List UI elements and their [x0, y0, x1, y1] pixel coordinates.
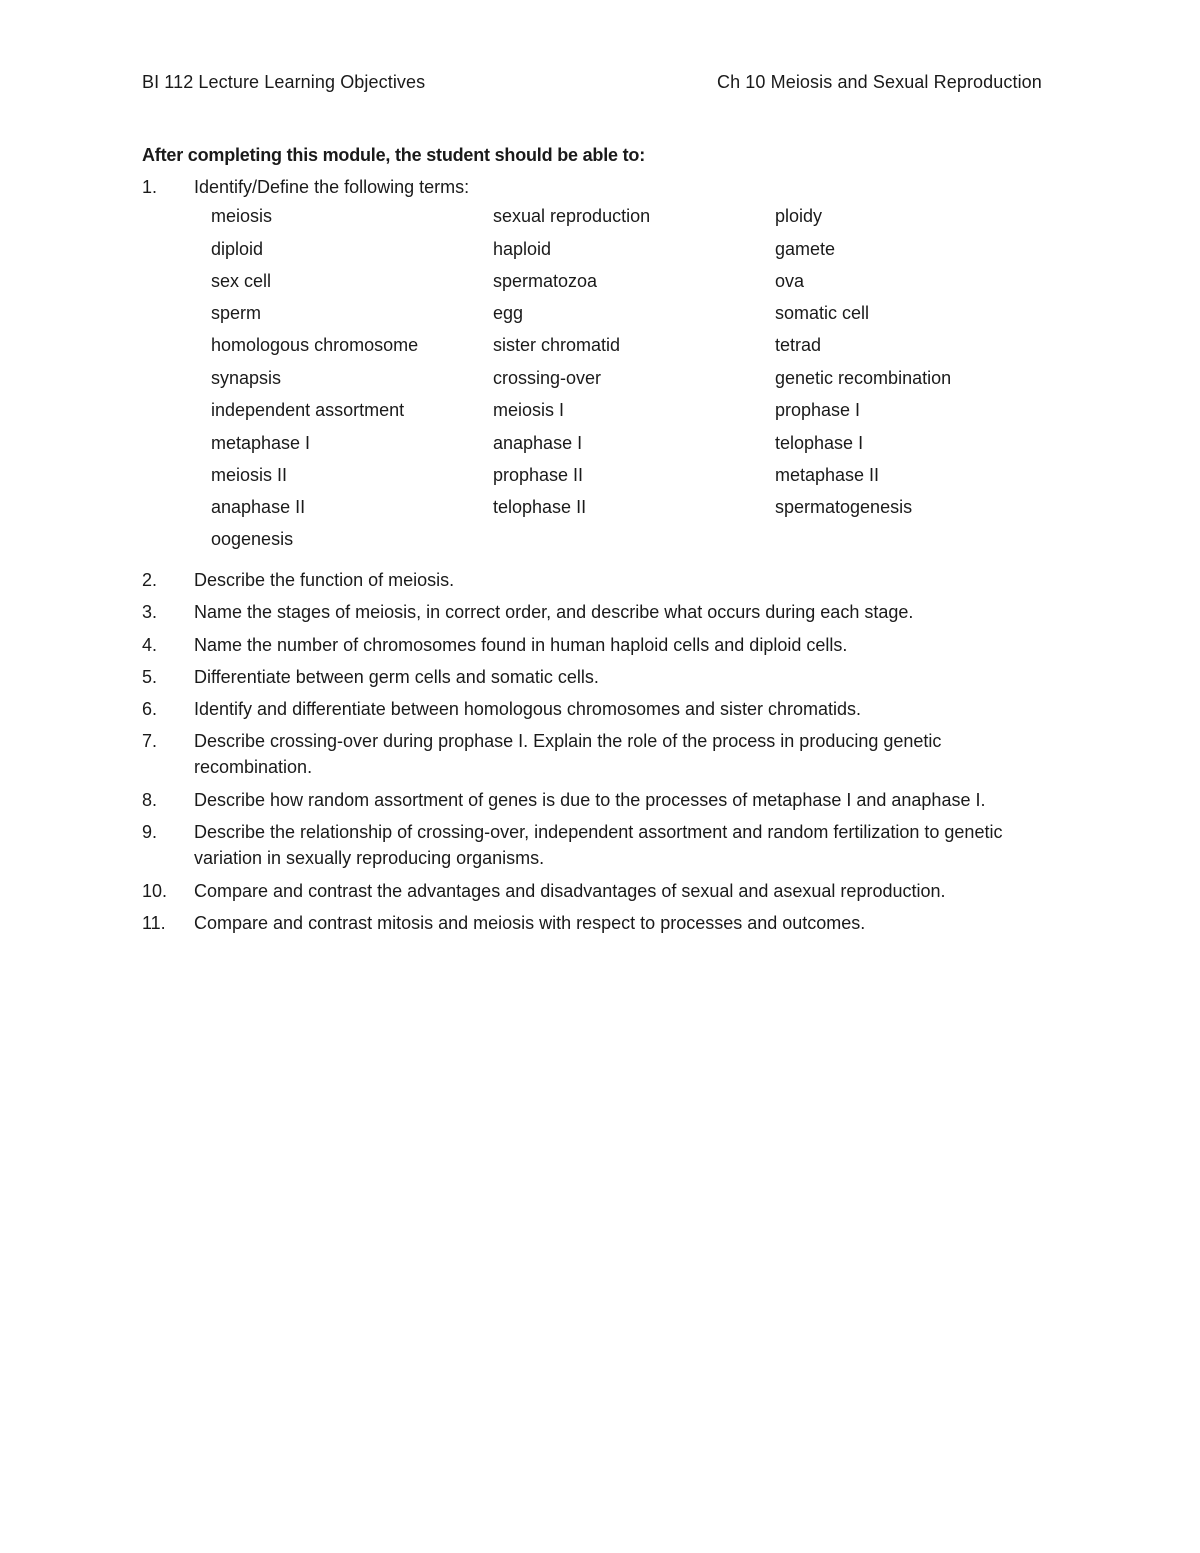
term: gamete: [775, 239, 836, 259]
term: metaphase II: [775, 465, 880, 485]
objective-number: 5.: [142, 667, 158, 687]
term: ova: [775, 271, 805, 291]
objective-text: Name the stages of meiosis, in correct order, and describe what occurs during each stage.: [194, 602, 914, 622]
objective-number: 8.: [142, 790, 158, 810]
term: meiosis: [211, 206, 273, 226]
objective-text: Name the number of chromosomes found in human haploid cells and diploid cells.: [194, 635, 848, 655]
objective-text: Describe the function of meiosis.: [194, 570, 455, 590]
term: crossing-over: [493, 368, 602, 388]
term: synapsis: [211, 368, 282, 388]
term: haploid: [493, 239, 552, 259]
objective-number: 6.: [142, 699, 158, 719]
intro-heading: After completing this module, the student should be able to:: [142, 145, 646, 165]
header-course-title: BI 112 Lecture Learning Objectives: [142, 72, 426, 92]
term: prophase II: [493, 465, 584, 485]
objective-text: Identify/Define the following terms:: [194, 177, 470, 197]
header-chapter-title: Ch 10 Meiosis and Sexual Reproduction: [717, 72, 1042, 92]
objective-text: Differentiate between germ cells and somatic cells.: [194, 667, 599, 687]
term: sister chromatid: [493, 335, 621, 355]
objective-text: Compare and contrast mitosis and meiosis with respect to processes and outcomes.: [194, 913, 866, 933]
objective-number: 4.: [142, 635, 158, 655]
term: telophase I: [775, 433, 864, 453]
term: independent assortment: [211, 400, 405, 420]
objective-number: 9.: [142, 822, 158, 842]
term: sex cell: [211, 271, 272, 291]
term: somatic cell: [775, 303, 870, 323]
objective-text: Compare and contrast the advantages and disadvantages of sexual and asexual reproduction.: [194, 881, 946, 901]
term: homologous chromosome: [211, 335, 419, 355]
term: anaphase II: [211, 497, 306, 517]
term: sexual reproduction: [493, 206, 651, 226]
term: genetic recombination: [775, 368, 952, 388]
term: oogenesis: [211, 529, 294, 549]
term: meiosis I: [493, 400, 565, 420]
term: ploidy: [775, 206, 823, 226]
term: meiosis II: [211, 465, 288, 485]
objective-text: Describe the relationship of crossing-over, independent assortment and random fertilization to genetic variation in sexually reproducing organisms.: [194, 822, 1003, 868]
objective-number: 11.: [142, 913, 166, 933]
objective-text: Describe crossing-over during prophase I. Explain the role of the process in producing genetic recombination.: [194, 731, 942, 777]
objective-number: 1.: [142, 177, 158, 197]
term: metaphase I: [211, 433, 311, 453]
term: tetrad: [775, 335, 822, 355]
term: diploid: [211, 239, 264, 259]
term: telophase II: [493, 497, 587, 517]
term: anaphase I: [493, 433, 583, 453]
objective-number: 3.: [142, 602, 158, 622]
objective-number: 2.: [142, 570, 158, 590]
term: spermatozoa: [493, 271, 598, 291]
term: sperm: [211, 303, 262, 323]
objective-text: Describe how random assortment of genes is due to the processes of metaphase I and anaphase I.: [194, 790, 986, 810]
term: egg: [493, 303, 524, 323]
term: prophase I: [775, 400, 861, 420]
objective-number: 10.: [142, 881, 168, 901]
objective-text: Identify and differentiate between homologous chromosomes and sister chromatids.: [194, 699, 862, 719]
term: spermatogenesis: [775, 497, 913, 517]
objective-number: 7.: [142, 731, 158, 751]
